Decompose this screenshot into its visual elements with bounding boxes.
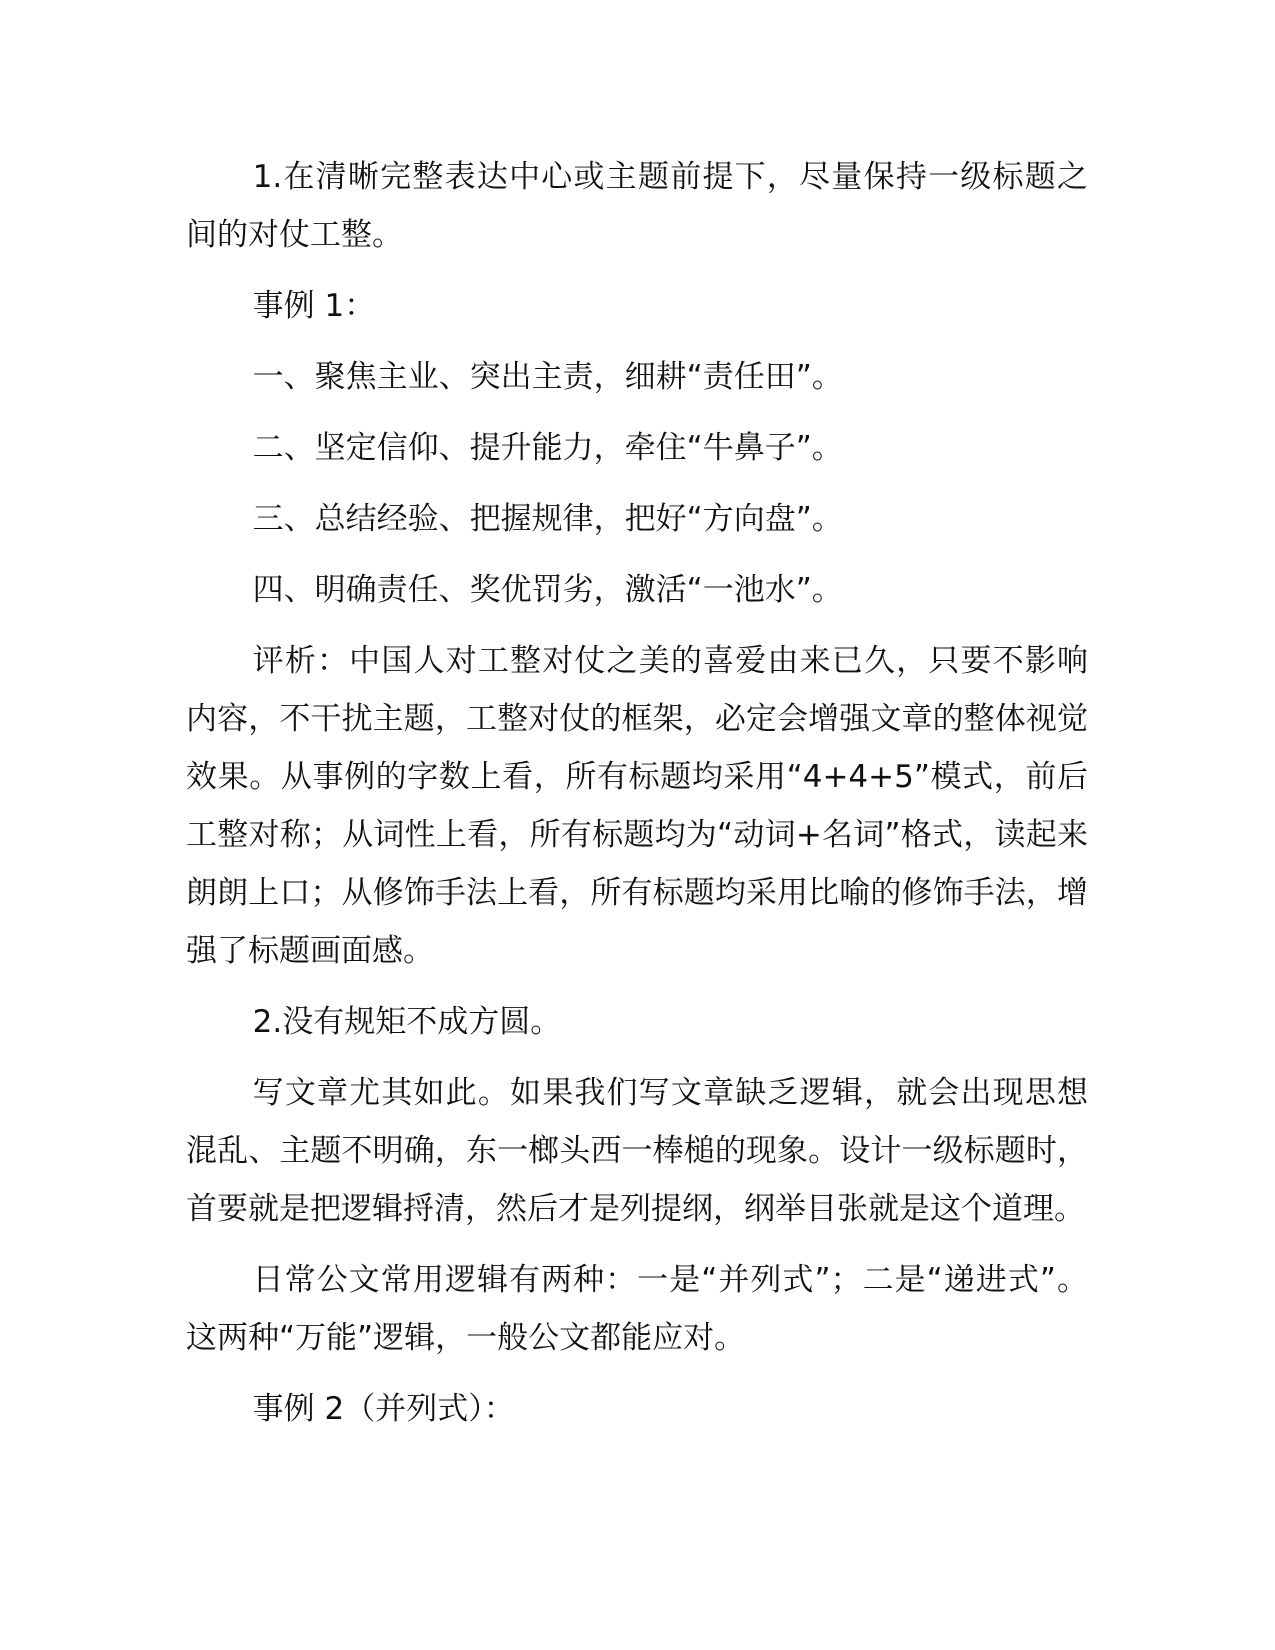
example-1-label: 事例 1：: [252, 288, 376, 324]
example-1-item-2: 二、坚定信仰、提升能力，牵住“牛鼻子”。: [252, 430, 843, 466]
example-2-label: 事例 2（并列式）：: [252, 1391, 515, 1427]
analysis-paragraph: 评析：中国人对工整对仗之美的喜爱由来已久，只要不影响内容，不干扰主题，工整对仗的框架，必定会增强文章的整体视觉效果。从事例的字数上看，所有标题均采用“4+4+5”模式，前后工整对称；从词性上看，所有标题均为“动词+名词”格式，读起来朗朗上口；从修饰手法上看，所有标题均采用比喻的修饰手法，增强了标题画面感。: [186, 643, 1088, 969]
example-1-item-4: 四、明确责任、奖优罚劣，激活“一池水”。: [252, 572, 843, 608]
logic-types-paragraph: 日常公文常用逻辑有两种：一是“并列式”；二是“递进式”。这两种“万能”逻辑，一般公文都能应对。: [186, 1262, 1088, 1356]
paragraph-principle-2: 2.没有规矩不成方圆。: [252, 1004, 562, 1040]
logic-paragraph: 写文章尤其如此。如果我们写文章缺乏逻辑，就会出现思想混乱、主题不明确，东一榔头西一棒槌的现象。设计一级标题时，首要就是把逻辑捋清，然后才是列提纲，纲举目张就是这个道理。: [186, 1075, 1088, 1227]
example-1-item-3: 三、总结经验、把握规律，把好“方向盘”。: [252, 501, 843, 537]
paragraph-principle-1: 1.在清晰完整表达中心或主题前提下，尽量保持一级标题之间的对仗工整。: [186, 159, 1088, 253]
example-1-item-1: 一、聚焦主业、突出主责，细耕“责任田”。: [252, 359, 843, 395]
document-body: [186, 148, 1088, 1451]
